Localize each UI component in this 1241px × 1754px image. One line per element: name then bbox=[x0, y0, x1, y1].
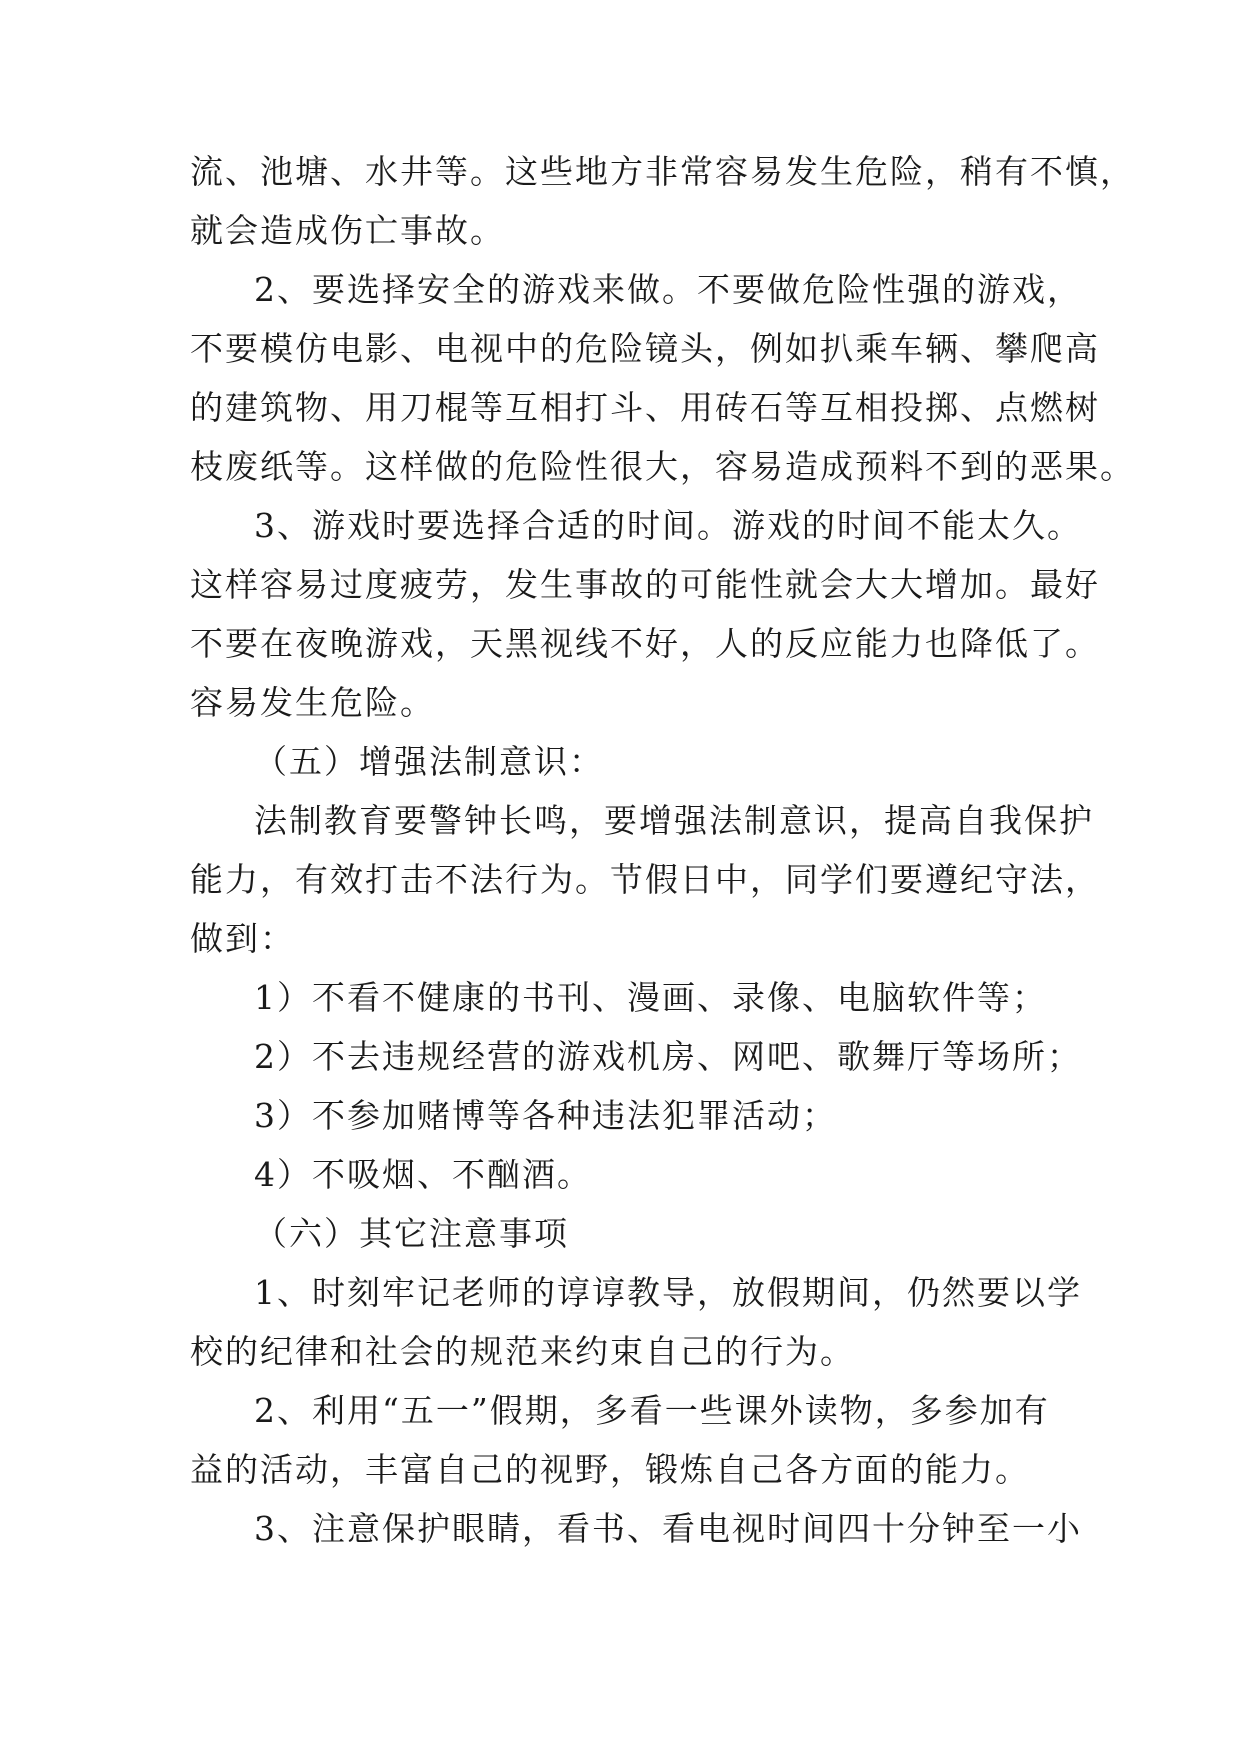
text-line: 就会造成伤亡事故。 bbox=[190, 211, 505, 250]
list-item: 2）不去违规经营的游戏机房、网吧、歌舞厅等场所； bbox=[254, 1037, 1082, 1076]
text-line: 做到： bbox=[190, 919, 295, 958]
text-line: 流、池塘、水井等。这些地方非常容易发生危险，稍有不慎， bbox=[190, 152, 1135, 191]
text-line: 这样容易过度疲劳，发生事故的可能性就会大大增加。最好 bbox=[190, 565, 1100, 604]
list-item: 3）不参加赌博等各种违法犯罪活动； bbox=[254, 1096, 837, 1135]
text-line: 1、时刻牢记老师的谆谆教导，放假期间，仍然要以学 bbox=[254, 1273, 1082, 1312]
text-line: 2、利用“五一”假期，多看一些课外读物，多参加有 bbox=[254, 1391, 1050, 1430]
text-line: 法制教育要警钟长鸣，要增强法制意识，提高自我保护 bbox=[254, 801, 1094, 840]
text-line: 不要在夜晚游戏，天黑视线不好，人的反应能力也降低了。 bbox=[190, 624, 1100, 663]
list-item: 4）不吸烟、不酗酒。 bbox=[254, 1155, 592, 1194]
list-item: 1）不看不健康的书刊、漫画、录像、电脑软件等； bbox=[254, 978, 1047, 1017]
text-line: 不要模仿电影、电视中的危险镜头，例如扒乘车辆、攀爬高 bbox=[190, 329, 1100, 368]
text-line: 益的活动，丰富自己的视野，锻炼自己各方面的能力。 bbox=[190, 1450, 1030, 1489]
section-heading: （六）其它注意事项 bbox=[254, 1214, 569, 1253]
text-line: 枝废纸等。这样做的危险性很大，容易造成预料不到的恶果。 bbox=[190, 447, 1135, 486]
text-line: 校的纪律和社会的规范来约束自己的行为。 bbox=[190, 1332, 855, 1371]
text-line: 2、要选择安全的游戏来做。不要做危险性强的游戏， bbox=[254, 270, 1082, 309]
text-line: 容易发生危险。 bbox=[190, 683, 435, 722]
text-line: 能力，有效打击不法行为。节假日中，同学们要遵纪守法， bbox=[190, 860, 1100, 899]
section-heading: （五）增强法制意识： bbox=[254, 742, 604, 781]
text-line: 3、游戏时要选择合适的时间。游戏的时间不能太久。 bbox=[254, 506, 1082, 545]
text-line: 的建筑物、用刀棍等互相打斗、用砖石等互相投掷、点燃树 bbox=[190, 388, 1100, 427]
text-line: 3、注意保护眼睛，看书、看电视时间四十分钟至一小 bbox=[254, 1509, 1082, 1548]
